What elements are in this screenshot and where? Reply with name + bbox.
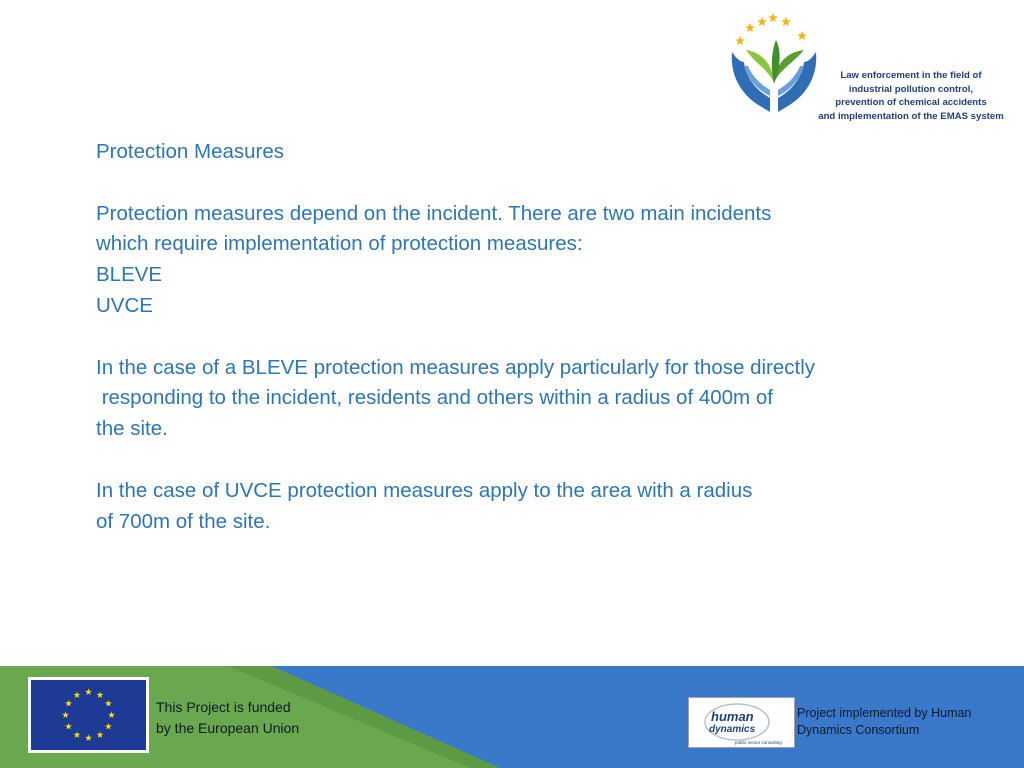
- hd-logo-word: human: [711, 709, 754, 724]
- uvce-text-line: of 700m of the site.: [96, 509, 271, 533]
- spacer: [96, 168, 966, 199]
- intro-text-line: Protection measures depend on the incident. There are two main incidents: [96, 201, 772, 225]
- incident-item-bleve: BLEVE: [96, 263, 163, 287]
- funding-notice-line: This Project is funded: [156, 699, 291, 715]
- bleve-text-line: the site.: [96, 417, 168, 441]
- logo-text-line: prevention of chemical accidents: [835, 97, 987, 108]
- hd-logo-tagline: public sector consulting: [735, 740, 782, 745]
- eu-flag-icon: [28, 677, 149, 753]
- incident-item-uvce: UVCE: [96, 293, 153, 317]
- bleve-text-line: responding to the incident, residents and others within a radius of 400m of: [96, 386, 773, 410]
- funding-notice-line: by the European Union: [156, 719, 300, 736]
- intro-text-line: which require implementation of protection measures:: [96, 232, 583, 256]
- logo-text-line: and implementation of the EMAS system: [818, 110, 1004, 122]
- uvce-text-line: In the case of UVCE protection measures apply to the area with a radius: [96, 478, 753, 502]
- logo-text-line: Law enforcement in the field of: [840, 70, 982, 81]
- spacer: [96, 322, 966, 353]
- project-logo-text: [800, 69, 1022, 123]
- implementation-notice: [797, 705, 971, 739]
- hd-logo-word: dynamics: [709, 724, 756, 735]
- funding-notice: [156, 697, 299, 738]
- implementation-notice-line: Project implemented by Human: [797, 706, 972, 720]
- bleve-text-line: In the case of a BLEVE protection measures apply particularly for those directly: [96, 355, 816, 379]
- logo-text-line: industrial pollution control,: [848, 83, 974, 95]
- implementation-notice-line: Dynamics Consortium: [797, 723, 920, 737]
- slide-content: [96, 137, 966, 537]
- spacer: [96, 445, 966, 476]
- human-dynamics-logo: [688, 697, 795, 748]
- slide-title: Protection Measures: [96, 140, 285, 163]
